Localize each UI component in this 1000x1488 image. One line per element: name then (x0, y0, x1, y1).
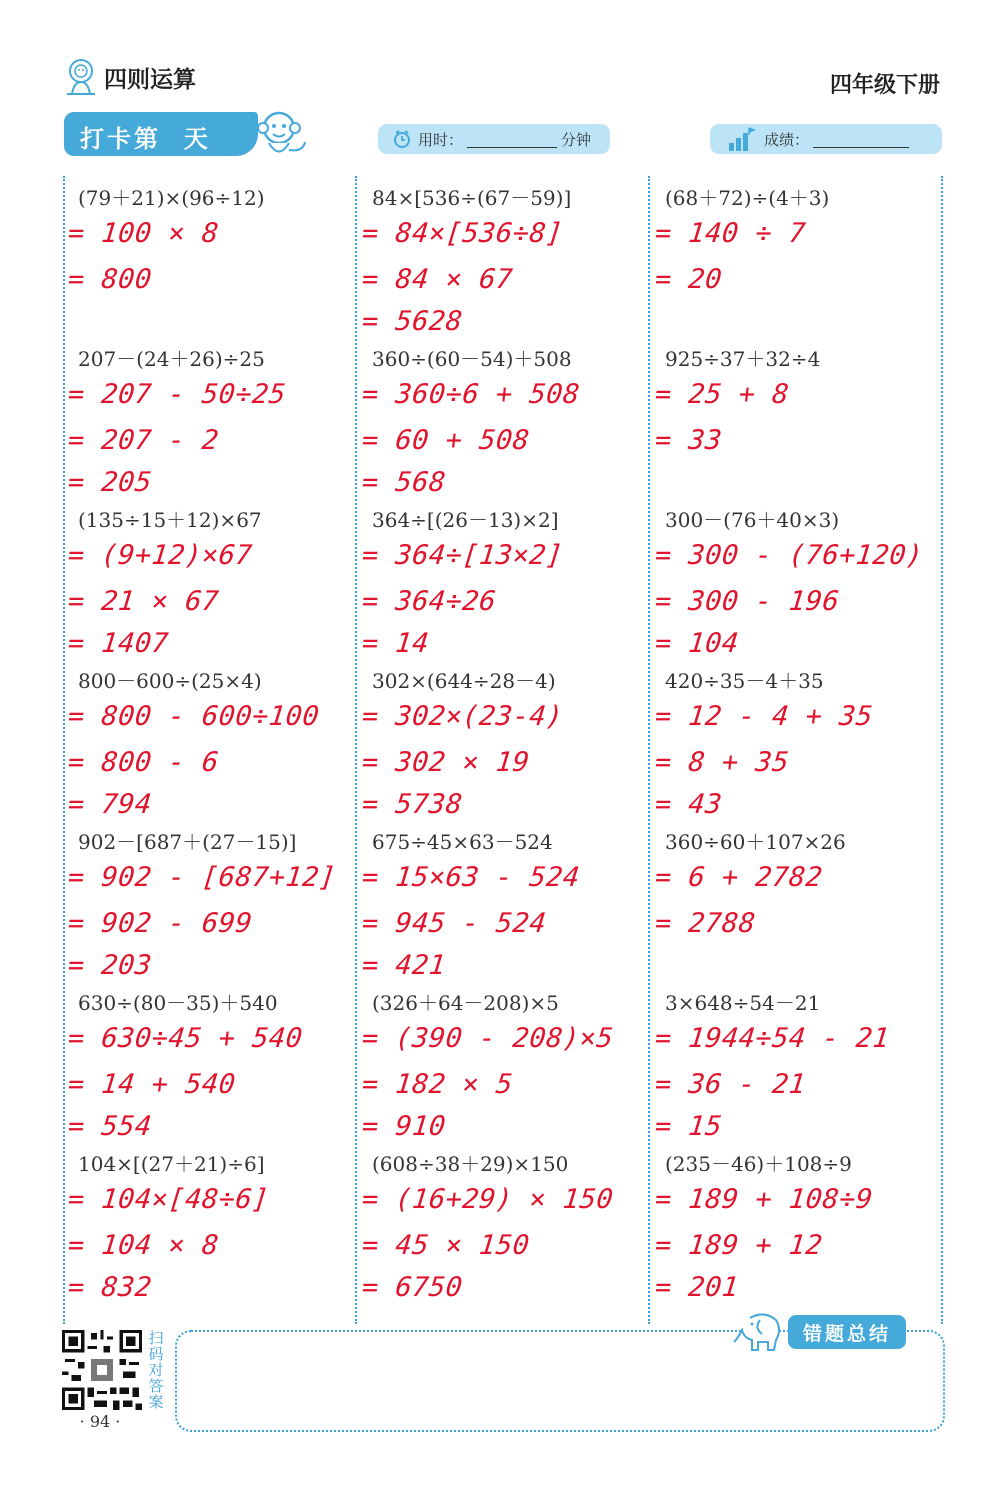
solution-step: = 302 × 19 (360, 747, 532, 778)
problem-expression: (235－46)＋108÷9 (665, 1152, 852, 1176)
solution-step: = (16+29) × 150 (360, 1184, 615, 1215)
problem-expression: 902－[687＋(27－15)] (78, 830, 297, 854)
scan-answer-label: 扫码对答案 (148, 1329, 164, 1411)
solution-step: = 300 - 196 (653, 586, 841, 617)
problem-19 (66, 1148, 358, 1308)
solution-step: = 794 (66, 789, 154, 820)
checkin-label: 打卡第 天 (80, 125, 211, 153)
problem-17 (360, 987, 652, 1147)
problem-expression: (79＋21)×(96÷12) (78, 186, 265, 210)
problem-expression: (135÷15＋12)×67 (78, 508, 262, 532)
solution-step: = 104×[48÷6] (66, 1184, 271, 1215)
solution-step: = 6750 (360, 1272, 465, 1303)
solution-step: = 910 (360, 1111, 448, 1142)
bar-chart-icon (726, 126, 756, 152)
solution-step: = 364÷[13×2] (360, 540, 565, 571)
solution-step: = 20 (653, 264, 724, 295)
time-unit: 分钟 (561, 130, 592, 149)
solution-step: = 1407 (66, 628, 171, 659)
solution-step: = 902 - [687+12] (66, 862, 338, 893)
score-blank[interactable] (813, 131, 909, 148)
solution-step: = 800 (66, 264, 154, 295)
solution-step: = 140 ÷ 7 (653, 218, 808, 249)
problem-expression: 364÷[(26－13)×2] (372, 508, 559, 532)
solution-step: = 1944÷54 - 21 (653, 1023, 892, 1054)
problem-1 (66, 182, 358, 342)
solution-step: = 5738 (360, 789, 465, 820)
qr-code-icon[interactable] (62, 1330, 142, 1410)
clock-icon (392, 129, 412, 149)
problem-8 (360, 504, 652, 664)
page-number: · 94 · (79, 1412, 121, 1431)
lion-icon (64, 58, 98, 96)
solution-step: = 201 (653, 1272, 741, 1303)
solution-step: = 2788 (653, 908, 758, 939)
solution-step: = 21 × 67 (66, 586, 221, 617)
solution-step: = 25 + 8 (653, 379, 791, 410)
solution-step: = 104 × 8 (66, 1230, 221, 1261)
problem-expression: 207－(24＋26)÷25 (78, 347, 265, 371)
solution-step: = 832 (66, 1272, 154, 1303)
problem-expression: 630÷(80－35)＋540 (78, 991, 278, 1015)
score-label: 成绩： (764, 130, 810, 149)
problem-expression: (68＋72)÷(4＋3) (665, 186, 830, 210)
solution-step: = 12 - 4 + 35 (653, 701, 875, 732)
time-label: 用时： (418, 130, 464, 149)
problem-expression: 800－600÷(25×4) (78, 669, 262, 693)
problem-expression: 360÷60＋107×26 (665, 830, 846, 854)
solution-step: = 902 - 699 (66, 908, 254, 939)
problem-expression: 84×[536÷(67－59)] (372, 186, 572, 210)
solution-step: = 945 - 524 (360, 908, 548, 939)
problem-expression: 3×648÷54－21 (665, 991, 821, 1015)
solution-step: = 8 + 35 (653, 747, 791, 778)
solution-step: = 14 (360, 628, 431, 659)
checkin-banner (64, 112, 258, 156)
solution-step: = 15×63 - 524 (360, 862, 582, 893)
elephant-icon (730, 1308, 792, 1352)
monkey-icon (253, 108, 311, 162)
solution-step: = 203 (66, 950, 154, 981)
solution-step: = 45 × 150 (360, 1230, 532, 1261)
problem-18 (653, 987, 945, 1147)
problem-13 (66, 826, 358, 986)
problem-3 (653, 182, 945, 342)
solution-step: = 104 (653, 628, 741, 659)
solution-step: = 84 × 67 (360, 264, 515, 295)
page-title: 四则运算 (104, 66, 196, 93)
problem-expression: 300－(76＋40×3) (665, 508, 840, 532)
solution-step: = 60 + 508 (360, 425, 532, 456)
solution-step: = 205 (66, 467, 154, 498)
solution-step: = 14 + 540 (66, 1069, 238, 1100)
solution-step: = 800 - 6 (66, 747, 221, 778)
score-field (710, 124, 942, 154)
solution-step: = 360÷6 + 508 (360, 379, 582, 410)
problem-expression: 420÷35－4＋35 (665, 669, 824, 693)
time-blank[interactable] (467, 131, 557, 148)
solution-step: = 630÷45 + 540 (66, 1023, 305, 1054)
problem-expression: (326＋64－208)×5 (372, 991, 559, 1015)
solution-step: = 421 (360, 950, 448, 981)
solution-step: = 33 (653, 425, 724, 456)
problem-expression: 302×(644÷28－4) (372, 669, 556, 693)
problem-16 (66, 987, 358, 1147)
time-field (378, 124, 610, 154)
problem-9 (653, 504, 945, 664)
solution-step: = 100 × 8 (66, 218, 221, 249)
grade-label: 四年级下册 (829, 73, 940, 98)
problem-14 (360, 826, 652, 986)
problem-11 (360, 665, 652, 825)
problem-4 (66, 343, 358, 503)
solution-step: = 36 - 21 (653, 1069, 808, 1100)
solution-step: = 189 + 12 (653, 1230, 825, 1261)
column-divider (63, 176, 65, 1324)
problem-7 (66, 504, 358, 664)
problem-12 (653, 665, 945, 825)
solution-step: = 6 + 2782 (653, 862, 825, 893)
header-left (64, 58, 196, 96)
solution-step: = 84×[536÷8] (360, 218, 565, 249)
problem-expression: 675÷45×63－524 (372, 830, 553, 854)
error-summary-label: 错题总结 (788, 1315, 906, 1349)
problem-expression: 360÷(60－54)＋508 (372, 347, 572, 371)
problem-expression: (608÷38＋29)×150 (372, 1152, 569, 1176)
problem-10 (66, 665, 358, 825)
solution-step: = 300 - (76+120) (653, 540, 925, 571)
problem-2 (360, 182, 652, 342)
problem-15 (653, 826, 945, 986)
solution-step: = 207 - 50÷25 (66, 379, 288, 410)
solution-step: = 800 - 600÷100 (66, 701, 321, 732)
problem-expression: 925÷37＋32÷4 (665, 347, 821, 371)
solution-step: = 189 + 108÷9 (653, 1184, 875, 1215)
solution-step: = (390 - 208)×5 (360, 1023, 615, 1054)
solution-step: = 302×(23-4) (360, 701, 565, 732)
problem-5 (360, 343, 652, 503)
solution-step: = 568 (360, 467, 448, 498)
solution-step: = 182 × 5 (360, 1069, 515, 1100)
solution-step: = 554 (66, 1111, 154, 1142)
solution-step: = 5628 (360, 306, 465, 337)
solution-step: = 207 - 2 (66, 425, 221, 456)
problem-20 (360, 1148, 652, 1308)
problem-21 (653, 1148, 945, 1308)
solution-step: = 15 (653, 1111, 724, 1142)
problem-6 (653, 343, 945, 503)
solution-step: = (9+12)×67 (66, 540, 254, 571)
problem-expression: 104×[(27＋21)÷6] (78, 1152, 265, 1176)
solution-step: = 364÷26 (360, 586, 498, 617)
solution-step: = 43 (653, 789, 724, 820)
